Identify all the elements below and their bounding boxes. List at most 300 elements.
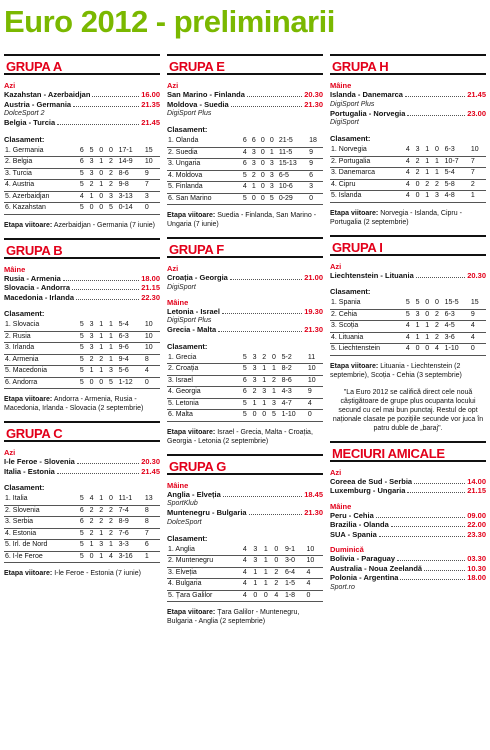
table-row xyxy=(4,366,160,378)
team-cell: 3. Scoția xyxy=(330,321,405,333)
table-row xyxy=(330,309,486,321)
next-round xyxy=(4,221,160,230)
match-teams: Muntenegru - Bulgaria xyxy=(167,508,247,517)
standings-table xyxy=(330,298,486,356)
stat-cell: 4 xyxy=(242,590,253,602)
stat-cell: 5 xyxy=(79,366,89,378)
stat-cell: 4 xyxy=(405,145,415,156)
stat-cell: 0 xyxy=(415,179,425,191)
group-header xyxy=(330,235,486,256)
stat-cell: 5 xyxy=(271,410,281,422)
stat-cell: 0 xyxy=(424,344,434,356)
match-time: 23.00 xyxy=(467,108,486,118)
dot-leader xyxy=(222,308,302,314)
stat-cell: 1 xyxy=(252,567,263,579)
dot-leader xyxy=(72,284,139,290)
match-row xyxy=(167,100,323,110)
stat-cell: 2 xyxy=(98,517,108,529)
stat-cell: 1 xyxy=(434,168,444,180)
stat-cell: 5 xyxy=(269,193,278,205)
table-row xyxy=(167,136,323,147)
group-name: GRUPA I xyxy=(332,239,383,255)
stat-cell: 3 xyxy=(89,168,99,180)
day-label: Duminică xyxy=(330,545,364,554)
stat-cell: 1 xyxy=(271,364,281,376)
dot-leader xyxy=(230,274,302,280)
match-time: 09.00 xyxy=(467,510,486,520)
stat-cell: 1 xyxy=(424,156,434,168)
stat-cell: 2 xyxy=(273,567,284,579)
stat-cell: 1 xyxy=(252,398,262,410)
stat-cell: 6 xyxy=(79,517,89,529)
stat-cell: 0 xyxy=(144,203,160,215)
stat-cell: 1 xyxy=(269,147,278,159)
next-round-text: Suedia - Finlanda, San Marino - Ungaria (7 iunie) xyxy=(167,212,317,228)
table-row xyxy=(167,170,323,182)
stat-cell: 0 xyxy=(251,193,260,205)
match-row xyxy=(330,477,486,487)
stat-cell: 6 xyxy=(242,387,252,399)
stat-cell: 10 xyxy=(144,157,160,169)
group-name: GRUPA E xyxy=(169,59,225,74)
next-round xyxy=(4,569,160,578)
stat-cell: 5 xyxy=(79,203,89,215)
group-header xyxy=(4,421,160,442)
stat-cell: 6 xyxy=(79,505,89,517)
dot-leader xyxy=(57,468,139,474)
dot-leader xyxy=(92,91,139,97)
team-cell: 2. Rusia xyxy=(4,331,79,343)
stat-cell: 0 xyxy=(269,136,278,147)
stat-cell: 10 xyxy=(470,145,486,156)
table-row xyxy=(167,193,323,205)
stat-cell: 15 xyxy=(144,146,160,157)
table-row xyxy=(167,410,323,422)
stat-cell: 2 xyxy=(108,180,118,192)
stat-cell: 4 xyxy=(405,344,415,356)
stat-cell: 6 xyxy=(251,136,260,147)
stat-cell: 1 xyxy=(144,551,160,563)
team-cell: 4. Armenia xyxy=(4,354,79,366)
team-cell: 5. Liechtenstein xyxy=(330,344,405,356)
team-cell: 4. Lituania xyxy=(330,332,405,344)
stat-cell: 1-8 xyxy=(284,590,306,602)
stat-cell: 1 xyxy=(415,332,425,344)
table-row xyxy=(330,156,486,168)
stat-cell: 3 xyxy=(261,387,271,399)
team-cell: 4. Bulgaria xyxy=(167,579,242,591)
stat-cell: 4 xyxy=(89,494,99,505)
table-row xyxy=(167,375,323,387)
group-header xyxy=(4,54,160,75)
stat-cell: 8-2 xyxy=(281,364,307,376)
stat-cell: 21-5 xyxy=(278,136,308,147)
stat-cell: 7-4 xyxy=(118,505,144,517)
stat-cell: 0 xyxy=(89,377,99,389)
stat-cell: 5 xyxy=(242,410,252,422)
next-round-label: Etapa viitoare: xyxy=(167,212,216,219)
match-time: 03.30 xyxy=(467,554,486,563)
day-label: Mâine xyxy=(167,480,189,490)
stat-cell: 3 xyxy=(98,540,108,552)
table-row xyxy=(330,191,486,203)
stat-cell: 5 xyxy=(242,193,251,205)
next-round-text: Lituania - Liechtenstein (2 septembrie), Scoția - Cehia (3 septembrie) xyxy=(330,362,462,379)
stat-cell: 0 xyxy=(415,344,425,356)
table-row xyxy=(167,147,323,159)
table-row xyxy=(330,344,486,356)
group-block xyxy=(330,235,486,433)
table-row xyxy=(4,343,160,355)
stat-cell: 1 xyxy=(434,156,444,168)
next-round-label: Etapa viitoare: xyxy=(167,609,216,616)
team-cell: 5. Macedonia xyxy=(4,366,79,378)
match-time: 20.30 xyxy=(467,270,486,280)
group-name: GRUPA H xyxy=(332,59,389,74)
stat-cell: 10-6 xyxy=(278,182,308,194)
dot-leader xyxy=(416,272,465,278)
stat-cell: 0 xyxy=(306,590,323,602)
group-name: GRUPA B xyxy=(6,242,63,258)
stat-cell: 3 xyxy=(252,556,263,568)
table-row xyxy=(4,354,160,366)
stat-cell: 5 xyxy=(79,343,89,355)
stat-cell: 3 xyxy=(308,182,323,194)
stat-cell: 1-10 xyxy=(444,344,470,356)
table-row xyxy=(4,517,160,529)
stat-cell: 0 xyxy=(260,193,269,205)
match-row xyxy=(330,530,486,540)
stat-cell: 0 xyxy=(89,551,99,563)
stat-cell: 5-2 xyxy=(281,353,307,364)
stat-cell: 1 xyxy=(89,540,99,552)
stat-cell: 3-13 xyxy=(118,191,144,203)
match-time: 18.00 xyxy=(141,273,160,283)
stat-cell: 0 xyxy=(98,168,108,180)
dot-leader xyxy=(414,478,465,484)
stat-cell: 0 xyxy=(89,203,99,215)
stat-cell: 1 xyxy=(108,320,118,331)
match-teams: Luxemburg - Ungaria xyxy=(330,486,406,495)
stat-cell: 15-5 xyxy=(444,298,470,309)
match-row xyxy=(330,564,486,574)
team-cell: 1. Italia xyxy=(4,494,79,505)
match-teams: San Marino - Finlanda xyxy=(167,90,245,99)
stat-cell: 2 xyxy=(108,517,118,529)
stat-cell: 6-3 xyxy=(118,331,144,343)
match-time: 20.30 xyxy=(141,457,160,466)
group-name: GRUPA A xyxy=(6,59,62,74)
team-cell: 5. Finlanda xyxy=(167,182,242,194)
stat-cell: 1 xyxy=(470,191,486,203)
stat-cell: 10-7 xyxy=(444,156,470,168)
stat-cell: 1 xyxy=(98,551,108,563)
table-row xyxy=(167,398,323,410)
next-round xyxy=(167,608,323,626)
dot-leader xyxy=(77,458,139,464)
team-cell: 3. Israel xyxy=(167,375,242,387)
stat-cell: 3-6 xyxy=(444,332,470,344)
table-row xyxy=(330,168,486,180)
stat-cell: 2 xyxy=(434,321,444,333)
match-time: 14.00 xyxy=(467,476,486,486)
stat-cell: 2 xyxy=(108,505,118,517)
group-name: GRUPA G xyxy=(169,458,227,474)
match-time: 21.30 xyxy=(304,325,323,334)
stat-cell: 0 xyxy=(273,556,284,568)
team-cell: 3. Serbia xyxy=(4,517,79,529)
stat-cell: 1 xyxy=(415,321,425,333)
stat-cell: 2 xyxy=(89,505,99,517)
match-row xyxy=(167,273,323,283)
standings-title: Clasament: xyxy=(330,287,371,296)
stat-cell: 0 xyxy=(252,410,262,422)
stat-cell: 4 xyxy=(307,398,323,410)
stat-cell: 8-6 xyxy=(118,168,144,180)
team-cell: 3. Turcia xyxy=(4,168,79,180)
stat-cell: 1 xyxy=(98,494,108,505)
next-round-text: I-le Feroe - Estonia (7 iunie) xyxy=(54,570,141,577)
day-label: Azi xyxy=(167,264,179,273)
stat-cell: 6-3 xyxy=(444,309,470,321)
tv-channel: DolceSport 2 xyxy=(4,110,45,117)
stat-cell: 6-4 xyxy=(284,567,306,579)
team-cell: 5. Azerbaidjan xyxy=(4,191,79,203)
table-row xyxy=(167,590,323,602)
stat-cell: 0 xyxy=(98,203,108,215)
next-round-label: Etapa viitoare: xyxy=(4,396,53,403)
match-row xyxy=(4,90,160,100)
match-time: 21.35 xyxy=(141,99,160,109)
stat-cell: 2 xyxy=(434,332,444,344)
stat-cell: 0 xyxy=(434,298,444,309)
team-cell: 6. San Marino xyxy=(167,193,242,205)
match-teams: Rusia - Armenia xyxy=(4,273,61,283)
day-label: Mâine xyxy=(330,81,352,90)
day-label: Azi xyxy=(167,81,179,90)
table-row xyxy=(330,321,486,333)
stat-cell: 4 xyxy=(273,590,284,602)
team-cell: 6. Kazahstan xyxy=(4,203,79,215)
stat-cell: 5 xyxy=(242,170,251,182)
match-row xyxy=(167,90,323,100)
stat-cell: 0 xyxy=(108,494,118,505)
table-row xyxy=(167,387,323,399)
team-cell: 6. Malta xyxy=(167,410,242,422)
stat-cell: 6 xyxy=(242,136,251,147)
stat-cell: 1 xyxy=(98,157,108,169)
page-title: Euro 2012 - preliminarii xyxy=(4,4,335,39)
stat-cell: 2 xyxy=(434,179,444,191)
stat-cell: 5 xyxy=(242,353,252,364)
stat-cell: 1 xyxy=(252,579,263,591)
dot-leader xyxy=(73,101,139,107)
standings-title: Clasament: xyxy=(4,483,45,492)
match-teams: Coreea de Sud - Serbia xyxy=(330,476,413,486)
match-teams: Italia - Estonia xyxy=(4,466,55,476)
stat-cell: 5 xyxy=(415,298,425,309)
stat-cell: 9 xyxy=(307,387,323,399)
standings-title: Clasament: xyxy=(330,134,371,143)
stat-cell: 2 xyxy=(415,168,425,180)
group-header xyxy=(167,54,323,75)
stat-cell: 1 xyxy=(263,579,274,591)
next-round xyxy=(4,395,160,413)
stat-cell: 5 xyxy=(79,168,89,180)
dot-leader xyxy=(376,512,465,518)
match-teams: Peru - Cehia xyxy=(330,510,374,520)
stat-cell: 4-3 xyxy=(281,387,307,399)
next-round xyxy=(167,428,323,446)
stat-cell: 1 xyxy=(98,320,108,331)
group-block xyxy=(330,54,486,227)
stat-cell: 3 xyxy=(89,343,99,355)
group-block xyxy=(167,237,323,446)
stat-cell: 3-0 xyxy=(284,556,306,568)
stat-cell: 5-8 xyxy=(444,179,470,191)
stat-cell: 1 xyxy=(263,545,274,556)
stat-cell: 7 xyxy=(470,168,486,180)
stat-cell: 5 xyxy=(242,364,252,376)
match-teams: Bolivia - Paraguay xyxy=(330,554,396,563)
stat-cell: 4-7 xyxy=(281,398,307,410)
stat-cell: 2 xyxy=(89,354,99,366)
stat-cell: 3 xyxy=(252,353,262,364)
day-label: Mâine xyxy=(330,501,352,511)
team-cell: 5. Islanda xyxy=(330,191,405,203)
team-cell: 1. Germania xyxy=(4,146,79,157)
standings-title: Clasament: xyxy=(167,341,208,351)
stat-cell: 3-16 xyxy=(118,551,144,563)
standings-table xyxy=(167,545,323,603)
stat-cell: 4 xyxy=(144,366,160,378)
match-time: 18.00 xyxy=(467,573,486,582)
stat-cell: 4 xyxy=(242,556,253,568)
match-teams: Macedonia - Irlanda xyxy=(4,292,75,302)
match-time: 21.15 xyxy=(467,486,486,495)
stat-cell: 3 xyxy=(271,398,281,410)
column-1 xyxy=(4,54,160,586)
match-teams: Brazilia - Olanda xyxy=(330,520,389,529)
stat-cell: 6 xyxy=(144,540,160,552)
table-row xyxy=(167,159,323,171)
stat-cell: 1 xyxy=(89,191,99,203)
stat-cell: 4 xyxy=(242,545,253,556)
stat-cell: 1 xyxy=(261,398,271,410)
stat-cell: 0 xyxy=(424,309,434,321)
table-row xyxy=(167,556,323,568)
match-teams: Grecia - Malta xyxy=(167,325,217,334)
stat-cell: 6 xyxy=(308,170,323,182)
stat-cell: 0 xyxy=(260,159,269,171)
standings-table xyxy=(330,145,486,203)
match-teams: Kazahstan - Azerbaidjan xyxy=(4,90,91,99)
match-time: 21.45 xyxy=(141,466,160,476)
team-cell: 4. Austria xyxy=(4,180,79,192)
stat-cell: 2 xyxy=(273,579,284,591)
stat-cell: 2 xyxy=(108,528,118,540)
stat-cell: 9-4 xyxy=(118,354,144,366)
match-teams: SUA - Spania xyxy=(330,529,377,539)
stat-cell: 3 xyxy=(415,145,425,156)
next-round-label: Etapa viitoare: xyxy=(167,428,216,436)
stat-cell: 3 xyxy=(89,320,99,331)
stat-cell: 5 xyxy=(405,309,415,321)
team-cell: 2. Slovenia xyxy=(4,505,79,517)
stat-cell: 2 xyxy=(251,170,260,182)
stat-cell: 0 xyxy=(424,298,434,309)
stat-cell: 4 xyxy=(405,168,415,180)
day-label: Azi xyxy=(4,81,16,90)
stat-cell: 1 xyxy=(98,343,108,355)
dot-leader xyxy=(249,509,303,515)
match-row xyxy=(330,520,486,530)
stat-cell: 3 xyxy=(252,364,262,376)
standings-title: Clasament: xyxy=(167,533,208,543)
tv-channel: SportKlub xyxy=(167,500,198,507)
stat-cell: 11-1 xyxy=(118,494,144,505)
team-cell: 2. Cehia xyxy=(330,309,405,321)
dot-leader xyxy=(407,487,465,493)
stat-cell: 5 xyxy=(79,320,89,331)
stat-cell: 2 xyxy=(434,309,444,321)
stat-cell: 0 xyxy=(271,353,281,364)
stat-cell: 4 xyxy=(306,567,323,579)
table-row xyxy=(330,298,486,309)
table-row xyxy=(4,551,160,563)
match-time: 21.30 xyxy=(304,508,323,517)
match-time: 22.00 xyxy=(467,520,486,529)
stat-cell: 1 xyxy=(263,567,274,579)
standings-table xyxy=(4,146,160,215)
stat-cell: 4 xyxy=(405,156,415,168)
match-teams: Belgia - Turcia xyxy=(4,118,56,127)
stat-cell: 3 xyxy=(108,366,118,378)
stat-cell: 1 xyxy=(424,321,434,333)
stat-cell: 15 xyxy=(470,298,486,309)
table-row xyxy=(4,528,160,540)
team-cell: 3. Danemarca xyxy=(330,168,405,180)
team-cell: 1. Slovacia xyxy=(4,320,79,331)
stat-cell: 4 xyxy=(306,579,323,591)
stat-cell: 1 xyxy=(98,366,108,378)
team-cell: 2. Belgia xyxy=(4,157,79,169)
stat-cell: 10 xyxy=(144,343,160,355)
stat-cell: 10 xyxy=(307,375,323,387)
stat-cell: 7-6 xyxy=(118,528,144,540)
stat-cell: 1 xyxy=(261,375,271,387)
stat-cell: 9 xyxy=(470,309,486,321)
stat-cell: 10 xyxy=(144,320,160,331)
group-block xyxy=(4,238,160,414)
team-cell: 3. Irlanda xyxy=(4,343,79,355)
stat-cell: 4 xyxy=(405,191,415,203)
stat-cell: 1 xyxy=(98,331,108,343)
match-time: 21.15 xyxy=(141,283,160,292)
next-round-text: Azerbaidjan - Germania (7 iunie) xyxy=(53,221,155,229)
stat-cell: 18 xyxy=(308,136,323,147)
team-cell: 1. Olanda xyxy=(167,136,242,147)
stat-cell: 1-10 xyxy=(281,410,307,422)
match-time: 22.30 xyxy=(141,292,160,302)
tv-channel: DigiSport Plus xyxy=(167,317,212,324)
table-row xyxy=(4,505,160,517)
stat-cell: 1 xyxy=(108,343,118,355)
stat-cell: 8 xyxy=(144,505,160,517)
stat-cell: 4-8 xyxy=(444,191,470,203)
table-row xyxy=(330,332,486,344)
stat-cell: 7 xyxy=(144,528,160,540)
